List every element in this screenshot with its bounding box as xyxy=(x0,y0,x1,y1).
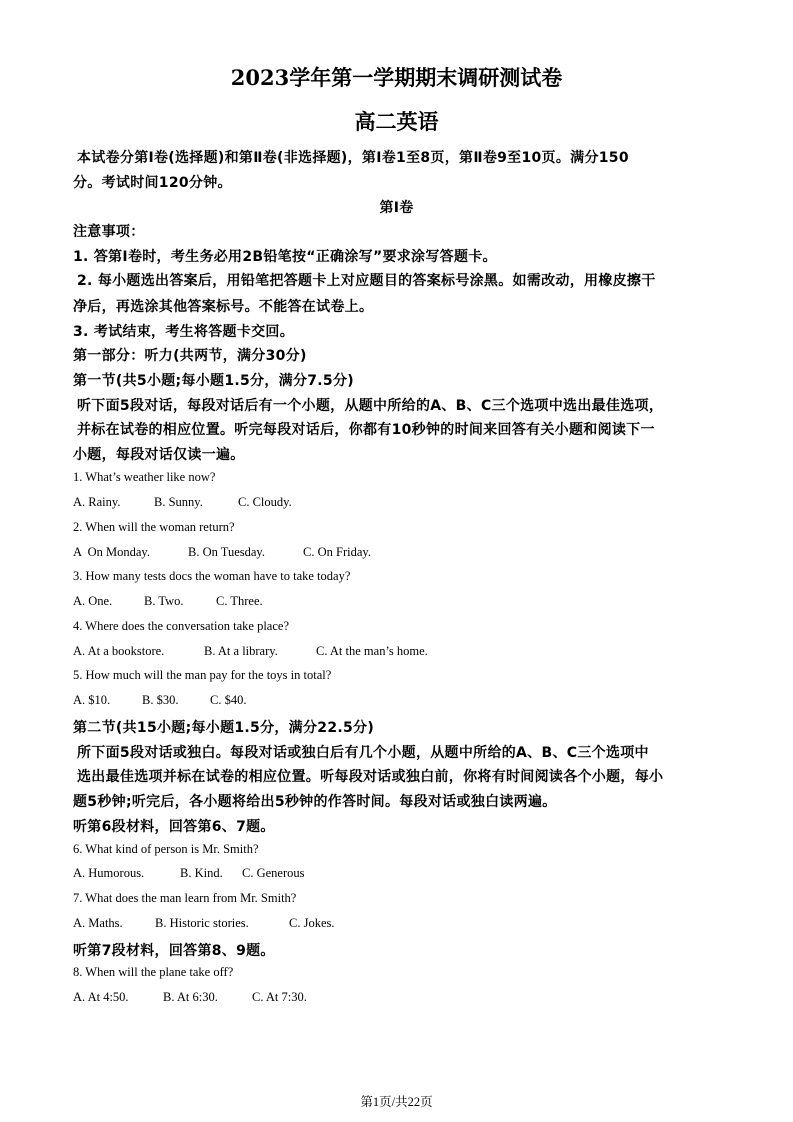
option-b: B. Historic stories. xyxy=(155,916,249,930)
note-1: 1. 答第Ⅰ卷时，考生务必用2B铅笔按“正确涂写”要求涂写答题卡。 xyxy=(73,249,497,265)
option-b: B. At a library. xyxy=(204,644,278,658)
option-b: B. Kind. xyxy=(180,866,223,880)
option-b: B. Sunny. xyxy=(154,495,203,509)
part1-heading: 第一部分：听力(共两节，满分30分) xyxy=(73,348,307,364)
option-a: A. $10. xyxy=(73,693,111,707)
question-1: 1. What’s weather like now? xyxy=(73,470,216,484)
page-subtitle: 高二英语 xyxy=(354,109,439,134)
option-c: C. Jokes. xyxy=(289,916,335,930)
question-6: 6. What kind of person is Mr. Smith? xyxy=(73,842,259,856)
section1-instruction-3: 小题，每段对话仅读一遍。 xyxy=(73,447,245,463)
section1-instruction-1: 听下面5段对话，每段对话后有一个小题，从题中所给的A、B、C三个选项中选出最佳选项， xyxy=(77,398,664,414)
section2-instruction-2: 选出最佳选项并标在试卷的相应位置。听每段对话或独白前，你将有时间阅读各个小题，每小 xyxy=(77,769,664,785)
question-4-options xyxy=(73,644,428,659)
notes-heading: 注意事项： xyxy=(73,224,145,240)
section2-heading: 第二节(共15小题;每小题1.5分，满分22.5分) xyxy=(73,720,375,736)
section1-instruction-2: 并标在试卷的相应位置。听完每段对话后，你都有10秒钟的时间来回答有关小题和阅读下一 xyxy=(77,422,655,438)
option-c: C. Cloudy. xyxy=(238,495,292,509)
question-1-options xyxy=(73,495,292,510)
option-c: C. Three. xyxy=(216,594,263,608)
question-5-options xyxy=(73,693,246,708)
volume-label: 第Ⅰ卷 xyxy=(379,200,414,216)
question-7-options xyxy=(73,916,335,931)
option-a: A. Maths. xyxy=(73,916,123,930)
page-title: 2023学年第一学期期末调研测试卷 xyxy=(230,65,563,90)
question-7: 7. What does the man learn from Mr. Smith? xyxy=(73,891,297,905)
page-footer: 第1页/共22页 xyxy=(360,1095,433,1109)
option-c: C. On Friday. xyxy=(303,545,371,559)
option-c: C. Generous xyxy=(242,866,305,880)
question-6-options xyxy=(73,866,305,881)
question-3: 3. How many tests docs the woman have to take today? xyxy=(73,569,351,583)
option-c: C. At the man’s home. xyxy=(316,644,428,658)
question-8-options xyxy=(73,990,307,1005)
option-b: B. On Tuesday. xyxy=(188,545,265,559)
question-5: 5. How much will the man pay for the toys in total? xyxy=(73,668,332,682)
question-2-options xyxy=(73,545,371,560)
note-2: 2. 每小题选出答案后，用铅笔把答题卡上对应题目的答案标号涂黑。如需改动，用橡皮擦干 xyxy=(77,273,656,289)
question-8: 8. When will the plane take off? xyxy=(73,965,234,979)
material-7-heading: 听第7段材料，回答第8、9题。 xyxy=(73,943,275,959)
material-6-heading: 听第6段材料，回答第6、7题。 xyxy=(73,819,275,835)
option-c: C. $40. xyxy=(210,693,247,707)
option-a: A. Rainy. xyxy=(73,495,121,509)
option-a: A. One. xyxy=(73,594,113,608)
section2-instruction-3: 题5秒钟;听完后，各小题将给出5秒钟的作答时间。每段对话或独白读两遍。 xyxy=(73,794,557,810)
option-b: B. Two. xyxy=(144,594,184,608)
intro-line-2: 分。考试时间120分钟。 xyxy=(73,175,232,191)
option-a: A. At 4:50. xyxy=(73,990,129,1004)
option-a: A. Humorous. xyxy=(73,866,145,880)
intro-line-1: 本试卷分第Ⅰ卷(选择题)和第Ⅱ卷(非选择题)，第Ⅰ卷1至8页，第Ⅱ卷9至10页。满分150 xyxy=(77,150,629,166)
option-a: A. At a bookstore. xyxy=(73,644,165,658)
note-2-cont: 净后，再选涂其他答案标号。不能答在试卷上。 xyxy=(73,299,374,315)
section2-instruction-1: 所下面5段对话或独白。每段对话或独白后有几个小题，从题中所给的A、B、C三个选项中 xyxy=(77,745,649,761)
question-4: 4. Where does the conversation take place? xyxy=(73,619,289,633)
option-c: C. At 7:30. xyxy=(252,990,307,1004)
question-3-options xyxy=(73,594,263,609)
question-2: 2. When will the woman return? xyxy=(73,520,235,534)
option-b: B. $30. xyxy=(142,693,179,707)
option-a: A On Monday. xyxy=(73,545,150,559)
section1-heading: 第一节(共5小题;每小题1.5分，满分7.5分) xyxy=(73,373,354,389)
option-b: B. At 6:30. xyxy=(163,990,218,1004)
note-3: 3. 考试结束，考生将答题卡交回。 xyxy=(73,324,295,340)
